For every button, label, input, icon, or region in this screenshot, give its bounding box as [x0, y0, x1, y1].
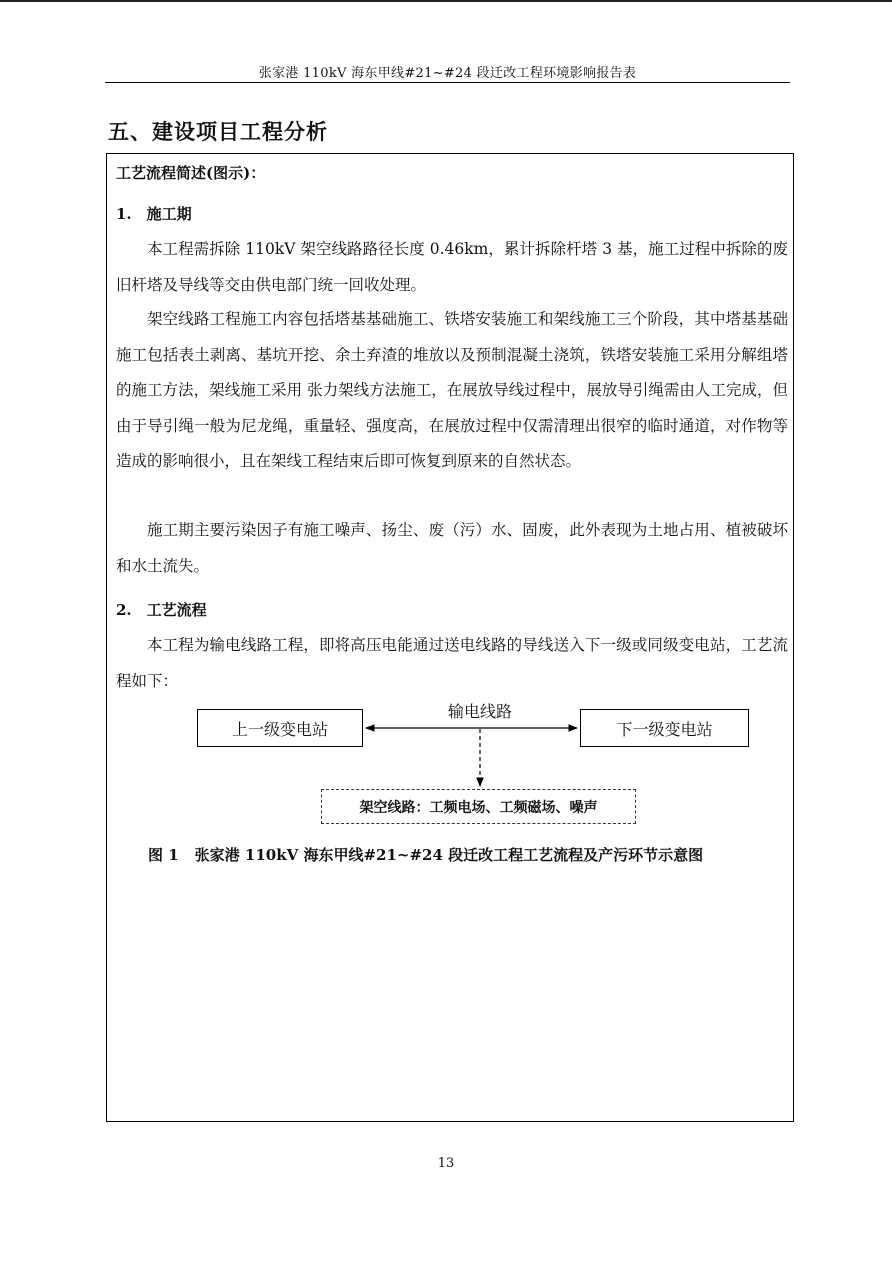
figure-caption-text: 张家港 110kV 海东甲线#21~#24 段迁改工程工艺流程及产污环节示意图: [194, 846, 704, 864]
construction-paragraph-1: 本工程需拆除 110kV 架空线路路径长度 0.46km，累计拆除杆塔 3 基，施工过程中拆除的废旧杆塔及导线等交由供电部门统一回收处理。: [116, 240, 788, 294]
process-heading: 2. 工艺流程: [116, 601, 207, 619]
construction-paragraph-3: 施工期主要污染因子有施工噪声、扬尘、废（污）水、固废，此外表现为土地占用、植被破坏和水土流失。: [116, 521, 788, 575]
figure-number: 图 1: [148, 846, 179, 864]
header-rule: [105, 82, 790, 83]
construction-heading: 1. 施工期: [116, 205, 192, 223]
top-border-line: [0, 0, 892, 2]
construction-paragraph-2: 架空线路工程施工内容包括塔基基础施工、铁塔安装施工和架线施工三个阶段，其中塔基基础施工包括表土剥离、基坑开挖、余土弃渣的堆放以及预制混凝土浇筑，铁塔安装施工采用分解组塔的施工方法，架线施工采用 张力架线方法施工，在展放导线过程中，展放导引绳需由人工完成，但由于导引绳一般为尼龙绳，重量轻、强度高，在展放过程中仅需清理出很窄的临时通道，对作物等造成的影响很小，且在架线工程结束后即可恢复到原来的自然状态。: [116, 310, 788, 470]
page-number: 13: [437, 1156, 455, 1171]
figure-caption: [148, 844, 703, 865]
process-paragraph: 本工程为输电线路工程，即将高压电能通过送电线路的导线送入下一级或同级变电站，工艺流程如下：: [116, 636, 788, 690]
running-header: 张家港 110kV 海东甲线#21~#24 段迁改工程环境影响报告表: [258, 66, 637, 81]
downstream-substation-box: 下一级变电站: [580, 709, 749, 747]
section-title: 五、建设项目工程分析: [108, 120, 328, 144]
transmission-line-label: 输电线路: [447, 702, 512, 721]
upstream-substation-box: 上一级变电站: [197, 709, 363, 747]
pollution-impact-box: 架空线路：工频电场、工频磁场、噪声: [321, 789, 636, 824]
intro-heading: 工艺流程简述(图示)：: [116, 164, 266, 182]
